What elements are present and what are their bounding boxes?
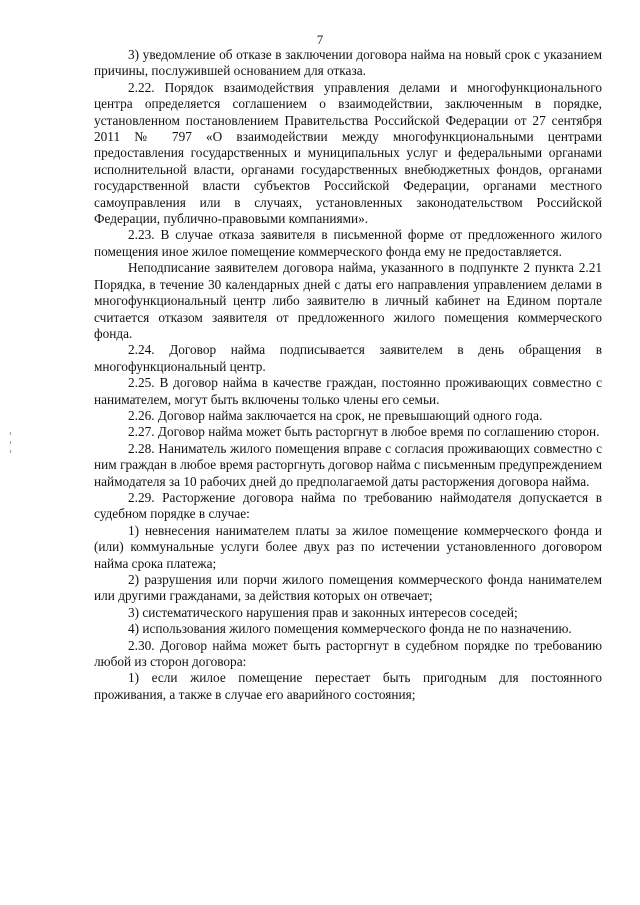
paragraph-2-30: 2.30. Договор найма может быть расторгнут в судебном порядке по требованию любой из сторон договора: — [94, 637, 602, 670]
paragraph-2-27: 2.27. Договор найма может быть расторгнут в любое время по соглашению сторон. — [128, 424, 600, 440]
paragraph-2-24: 2.24. Договор найма подписывается заявителем в день обращения в многофункциональный центр. — [94, 342, 602, 374]
paragraph-2-22: 2.22. Порядок взаимодействия управления делами и многофункционального центра определяется соглашением о взаимодействии, заключенным в порядке, установленном постановлением Правительства Российской Федерации от 27 сентября 2011 № 797 «О взаимодействии между многофункциональными центрами предоставления государственных и муниципальных услуг и федеральными органами исполнительной власти, органами государственных внебюджетных фондов, органами государственной власти субъектов Российской Федерации, органами местного самоуправления или в случаях, установленных законодательством Российской Федерации, публично-правовыми компаниями». — [94, 79, 602, 227]
paragraph-non-signing: Неподписание заявителем договора найма, указанного в подпункте 2 пункта 2.21 Порядка, в течение 30 календарных дней с даты его направления управлением делами в многофункциональный центр либо заявителю в личный кабинет на Едином портале считается отказом заявителя от предложенного жилого помещения коммерческого фонда. — [94, 260, 602, 341]
list-item-2-29-1: 1) невнесения нанимателем платы за жилое помещение коммерческого фонда и (или) коммунальные услуги более двух раз по истечении установленного договором найма срока платежа; — [94, 522, 602, 571]
list-item-2-29-2: 2) разрушения или порчи жилого помещения коммерческого фонда нанимателем или другими гражданами, за действия которых он отвечает; — [94, 572, 602, 604]
list-item-2-29-4: 4) использования жилого помещения коммерческого фонда не по назначению. — [128, 621, 572, 637]
margin-scan-marks — [10, 432, 16, 462]
paragraph-2-25: 2.25. В договор найма в качестве граждан, постоянно проживающих совместно с нанимателем, могут быть включены только члены его семьи. — [94, 375, 602, 407]
paragraph-2-23: 2.23. В случае отказа заявителя в письменной форме от предложенного жилого помещения иное жилое помещение коммерческого фонда ему не предоставляется. — [94, 227, 602, 259]
paragraph-2-28: 2.28. Наниматель жилого помещения вправе с согласия проживающих совместно с ним граждан в любое время расторгнуть договор найма с письменным предупреждением наймодателя за 10 рабочих дней до предполагаемой даты расторжения договора найма. — [94, 440, 602, 489]
paragraph-2-26: 2.26. Договор найма заключается на срок, не превышающий одного года. — [128, 407, 543, 423]
scan-mark — [10, 450, 11, 453]
paragraph-2-29: 2.29. Расторжение договора найма по требованию наймодателя допускается в судебном порядке в случае: — [94, 489, 602, 522]
document-body — [94, 47, 602, 703]
list-item-2-29-3: 3) систематического нарушения прав и законных интересов соседей; — [128, 604, 518, 620]
list-item-2-30-1: 1) если жилое помещение перестает быть пригодным для постоянного проживания, а также в случае его аварийного состояния; — [94, 670, 602, 702]
scan-mark — [10, 432, 11, 435]
scan-mark — [10, 441, 11, 444]
paragraph-notice-of-refusal: 3) уведомление об отказе в заключении договора найма на новый срок с указанием причины, послужившей основанием для отказа. — [94, 47, 602, 79]
page-number: 7 — [316, 32, 324, 47]
